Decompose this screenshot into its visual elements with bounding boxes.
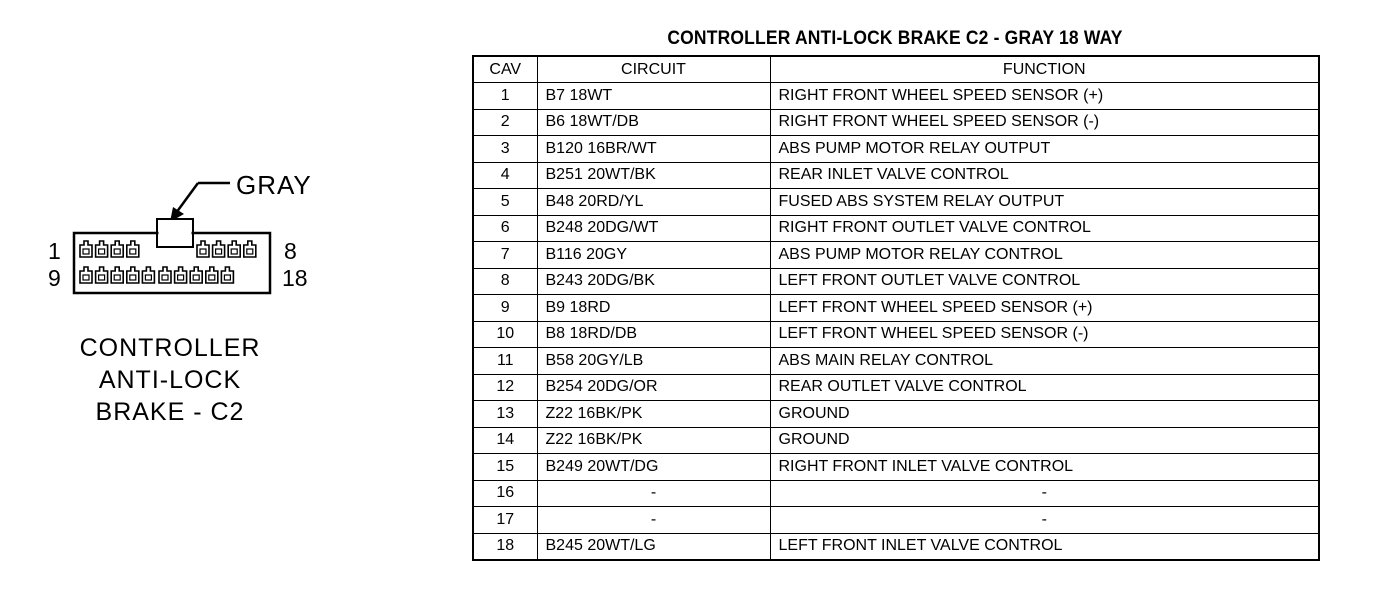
cell-function: ABS PUMP MOTOR RELAY CONTROL <box>770 242 1319 269</box>
cavity <box>127 267 139 283</box>
table-row <box>473 348 1319 375</box>
cell-cav: 18 <box>473 533 537 560</box>
table-row <box>473 454 1319 481</box>
table-header-row <box>473 56 1319 83</box>
tab-mask <box>159 231 192 246</box>
table-row <box>473 480 1319 507</box>
cell-cav: 4 <box>473 162 537 189</box>
cell-cav: 11 <box>473 348 537 375</box>
pin-label-8: 8 <box>284 238 297 264</box>
cavity <box>190 267 202 283</box>
connector-title-line-2: ANTI-LOCK <box>98 366 242 394</box>
table-row <box>473 533 1319 560</box>
cavity <box>197 241 209 257</box>
cell-function: - <box>770 480 1319 507</box>
table-row <box>473 427 1319 454</box>
cavity <box>96 267 108 283</box>
cell-cav: 1 <box>473 83 537 110</box>
header-function: FUNCTION <box>770 56 1319 83</box>
cell-circuit: B243 20DG/BK <box>537 268 770 295</box>
cell-function: LEFT FRONT WHEEL SPEED SENSOR (+) <box>770 295 1319 322</box>
cell-circuit: B248 20DG/WT <box>537 215 770 242</box>
cell-cav: 2 <box>473 109 537 136</box>
cell-cav: 10 <box>473 321 537 348</box>
cell-cav: 16 <box>473 480 537 507</box>
table-row <box>473 374 1319 401</box>
table-row <box>473 189 1319 216</box>
table-title: CONTROLLER ANTI-LOCK BRAKE C2 - GRAY 18 WAY <box>667 28 1123 49</box>
callout-leader-diagonal <box>176 183 198 213</box>
cell-cav: 12 <box>473 374 537 401</box>
table-row <box>473 401 1319 428</box>
table-body <box>473 83 1319 561</box>
cavity <box>228 241 240 257</box>
cell-circuit: B254 20DG/OR <box>537 374 770 401</box>
cell-function: LEFT FRONT INLET VALVE CONTROL <box>770 533 1319 560</box>
cell-function: LEFT FRONT WHEEL SPEED SENSOR (-) <box>770 321 1319 348</box>
cavity <box>221 267 233 283</box>
cavity-row-bottom <box>80 267 233 283</box>
cell-circuit: B8 18RD/DB <box>537 321 770 348</box>
cell-circuit: B6 18WT/DB <box>537 109 770 136</box>
cell-cav: 8 <box>473 268 537 295</box>
cell-circuit: B58 20GY/LB <box>537 348 770 375</box>
table-row <box>473 162 1319 189</box>
pin-label-18: 18 <box>282 265 308 291</box>
cell-circuit: B120 16BR/WT <box>537 136 770 163</box>
cell-cav: 14 <box>473 427 537 454</box>
cell-cav: 7 <box>473 242 537 269</box>
cell-circuit: B249 20WT/DG <box>537 454 770 481</box>
connector-face <box>0 0 440 590</box>
cell-function: RIGHT FRONT WHEEL SPEED SENSOR (-) <box>770 109 1319 136</box>
cell-cav: 15 <box>473 454 537 481</box>
cavity <box>80 241 92 257</box>
cell-function: - <box>770 507 1319 534</box>
cavity <box>206 267 218 283</box>
table-row <box>473 321 1319 348</box>
table-row <box>473 242 1319 269</box>
pin-label-1: 1 <box>48 238 61 264</box>
pin-label-9: 9 <box>48 265 61 291</box>
cell-cav: 17 <box>473 507 537 534</box>
table-row <box>473 215 1319 242</box>
connector-title <box>40 332 300 428</box>
cell-cav: 13 <box>473 401 537 428</box>
cell-circuit: B116 20GY <box>537 242 770 269</box>
cavity <box>142 267 154 283</box>
header-cav: CAV <box>473 56 537 83</box>
cavity <box>244 241 256 257</box>
table-row <box>473 83 1319 110</box>
cavity <box>80 267 92 283</box>
cell-circuit: B7 18WT <box>537 83 770 110</box>
header-circuit: CIRCUIT <box>537 56 770 83</box>
pinout-table <box>472 55 1320 561</box>
cell-function: RIGHT FRONT WHEEL SPEED SENSOR (+) <box>770 83 1319 110</box>
table-row <box>473 507 1319 534</box>
cell-function: GROUND <box>770 401 1319 428</box>
cell-cav: 9 <box>473 295 537 322</box>
cell-circuit: - <box>537 480 770 507</box>
cell-cav: 5 <box>473 189 537 216</box>
cell-function: REAR OUTLET VALVE CONTROL <box>770 374 1319 401</box>
connector-diagram <box>0 0 440 590</box>
table-row <box>473 268 1319 295</box>
cell-function: ABS MAIN RELAY CONTROL <box>770 348 1319 375</box>
cell-function: FUSED ABS SYSTEM RELAY OUTPUT <box>770 189 1319 216</box>
connector-title-line-3: BRAKE - C2 <box>95 398 245 426</box>
cell-circuit: B48 20RD/YL <box>537 189 770 216</box>
cell-function: GROUND <box>770 427 1319 454</box>
cell-circuit: Z22 16BK/PK <box>537 427 770 454</box>
cell-cav: 3 <box>473 136 537 163</box>
cell-circuit: B245 20WT/LG <box>537 533 770 560</box>
table-row <box>473 295 1319 322</box>
table-row <box>473 109 1319 136</box>
cell-function: LEFT FRONT OUTLET VALVE CONTROL <box>770 268 1319 295</box>
cell-circuit: B9 18RD <box>537 295 770 322</box>
cavity <box>159 267 171 283</box>
connector-color-label: GRAY <box>236 170 312 200</box>
cavity <box>111 267 123 283</box>
cell-circuit: - <box>537 507 770 534</box>
cell-function: REAR INLET VALVE CONTROL <box>770 162 1319 189</box>
cell-function: RIGHT FRONT INLET VALVE CONTROL <box>770 454 1319 481</box>
cavity <box>111 241 123 257</box>
cell-function: RIGHT FRONT OUTLET VALVE CONTROL <box>770 215 1319 242</box>
cell-circuit: Z22 16BK/PK <box>537 401 770 428</box>
cavity <box>127 241 139 257</box>
cell-cav: 6 <box>473 215 537 242</box>
cavity <box>96 241 108 257</box>
cell-function: ABS PUMP MOTOR RELAY OUTPUT <box>770 136 1319 163</box>
cavity <box>213 241 225 257</box>
cavity <box>175 267 187 283</box>
table-row <box>473 136 1319 163</box>
connector-title-line-1: CONTROLLER <box>79 334 261 362</box>
cell-circuit: B251 20WT/BK <box>537 162 770 189</box>
